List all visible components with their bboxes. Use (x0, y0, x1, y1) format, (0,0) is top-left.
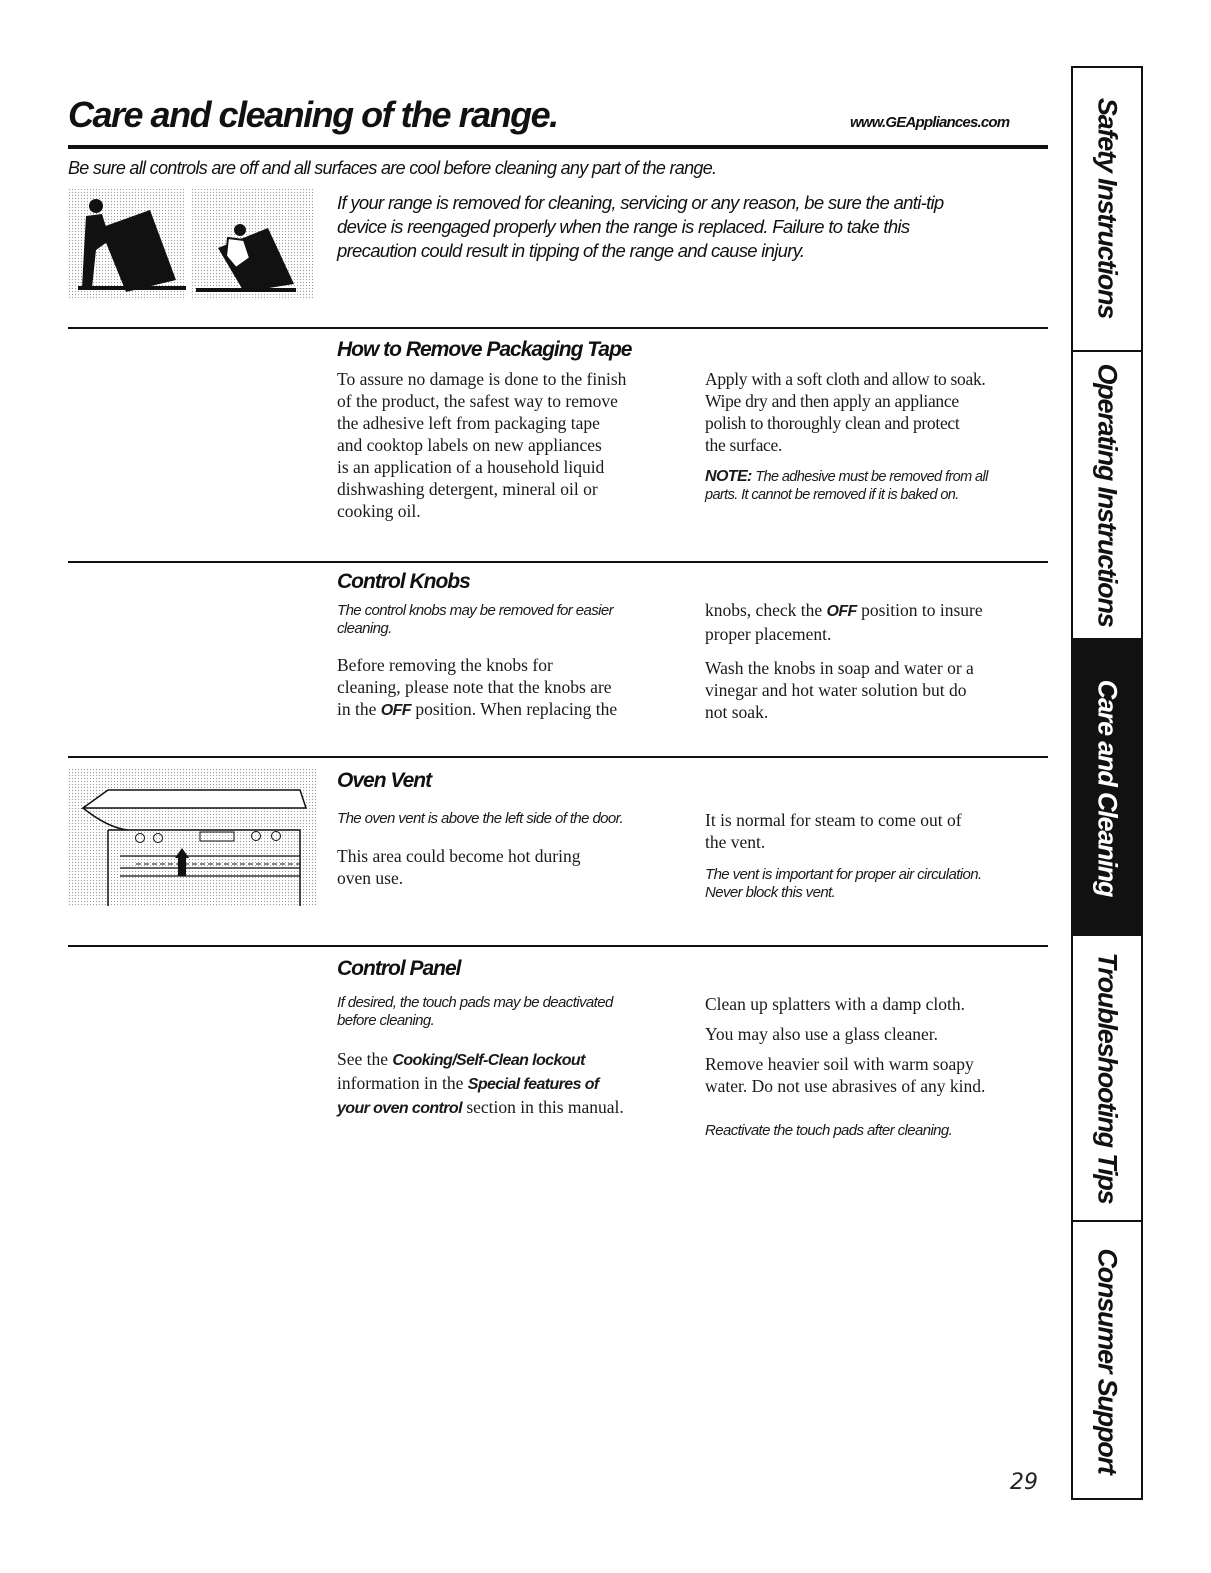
knobs-right-text (705, 599, 1050, 645)
text-line: The control knobs may be removed for easier (337, 602, 614, 619)
text-fragment: information in the (337, 1073, 468, 1093)
anti-tip-illustration (68, 188, 313, 303)
panel-italic (337, 994, 687, 1030)
page-title: Care and cleaning of the range. (68, 94, 558, 135)
knobs-heading: Control Knobs (337, 570, 470, 593)
tab-care-and-cleaning[interactable] (1071, 640, 1143, 936)
text-line: Before removing the knobs for (337, 655, 553, 675)
text-line: Clean up splatters with a damp cloth. (705, 994, 966, 1014)
text-fragment: position. When replacing the (410, 699, 618, 719)
text-line: It is normal for steam to come out of (705, 810, 962, 830)
panel-right-italic: Reactivate the touch pads after cleaning. (705, 1122, 953, 1139)
text-line: dishwashing detergent, mineral oil or (337, 479, 598, 499)
text-line: To assure no damage is done to the finish (337, 369, 627, 389)
tab-safety-instructions[interactable] (1071, 66, 1143, 352)
text-fragment: section in this manual. (461, 1097, 624, 1117)
panel-left-text (337, 1048, 697, 1120)
intro-text: Be sure all controls are off and all surfaces are cool before cleaning any part of the range. (68, 158, 717, 178)
tab-label: Safety Instructions (1092, 97, 1123, 319)
vent-right-text (705, 809, 1050, 853)
text-line (337, 1048, 697, 1072)
text-line: Wipe dry and then apply an appliance (705, 391, 959, 411)
tab-consumer-support[interactable] (1071, 1222, 1143, 1500)
panel-right-text (705, 993, 1050, 1097)
text-line: and cooktop labels on new appliances (337, 435, 602, 455)
panel-heading: Control Panel (337, 957, 461, 980)
section-rule-tape (68, 327, 1048, 329)
text-line: the surface. (705, 435, 783, 455)
text-line: the adhesive left from packaging tape (337, 413, 600, 433)
tape-note (705, 468, 1050, 504)
tab-label: Care and Cleaning (1092, 679, 1123, 897)
text-fragment: position to insure (856, 600, 983, 620)
knobs-italic (337, 602, 687, 638)
text-fragment: knobs, check the (705, 600, 827, 620)
off-label: OFF (380, 702, 411, 719)
oven-vent-illustration (68, 768, 318, 908)
text-line: vinegar and hot water solution but do (705, 680, 967, 700)
tape-left-text (337, 368, 687, 522)
page-number: 29 (1010, 1470, 1038, 1495)
text-line: proper placement. (705, 624, 832, 644)
text-line: cleaning. (337, 620, 392, 637)
special-features-reference: Special features of (467, 1076, 599, 1093)
text-line: Apply with a soft cloth and allow to soak. (705, 369, 986, 389)
text-line: before cleaning. (337, 1012, 435, 1029)
text-line: of the product, the safest way to remove (337, 391, 618, 411)
text-line: If desired, the touch pads may be deactivated (337, 994, 613, 1011)
text-line: The vent is important for proper air circulation. (705, 866, 982, 883)
text-line: the vent. (705, 832, 766, 852)
vent-left-text (337, 845, 687, 889)
warning-line-1: If your range is removed for cleaning, servicing or any reason, be sure the anti-tip (337, 192, 944, 213)
section-rule-panel (68, 945, 1048, 947)
text-line: Wash the knobs in soap and water or a (705, 658, 974, 678)
text-line: You may also use a glass cleaner. (705, 1024, 938, 1044)
text-fragment: See the (337, 1049, 393, 1069)
text-line: Never block this vent. (705, 884, 836, 901)
vent-italic: The oven vent is above the left side of the door. (337, 810, 624, 827)
text-line: This area could become hot during (337, 846, 581, 866)
text-line: polish to thoroughly clean and protect (705, 413, 960, 433)
note-text-1: The adhesive must be removed from all (755, 469, 988, 485)
knobs-left-text (337, 654, 687, 722)
text-fragment: in the (337, 699, 381, 719)
text-line (705, 599, 1050, 623)
note-text-2: parts. It cannot be removed if it is baked on. (705, 487, 959, 503)
tape-heading: How to Remove Packaging Tape (337, 338, 632, 361)
warning-line-2: device is reengaged properly when the range is replaced. Failure to take this (337, 216, 910, 237)
text-line: cleaning, please note that the knobs are (337, 677, 612, 697)
section-rule-knobs (68, 561, 1048, 563)
text-line: not soak. (705, 702, 769, 722)
header-rule (68, 145, 1048, 149)
oven-control-reference: your oven control (337, 1100, 462, 1117)
vent-heading: Oven Vent (337, 769, 432, 792)
text-line: cooking oil. (337, 501, 421, 521)
vent-right-italic (705, 866, 1050, 902)
tab-operating-instructions[interactable] (1071, 352, 1143, 640)
tape-right-text (705, 368, 1050, 456)
off-label: OFF (826, 603, 857, 620)
knobs-right-text-2 (705, 657, 1050, 723)
text-line (337, 698, 687, 722)
text-line: Remove heavier soil with warm soapy (705, 1054, 974, 1074)
tab-label: Troubleshooting Tips (1092, 952, 1123, 1204)
text-line: water. Do not use abrasives of any kind. (705, 1076, 986, 1096)
text-line (337, 1072, 697, 1096)
tab-label: Consumer Support (1092, 1248, 1123, 1474)
text-line: oven use. (337, 868, 404, 888)
tab-troubleshooting-tips[interactable] (1071, 936, 1143, 1222)
text-line (337, 1096, 697, 1120)
note-label: NOTE: (705, 468, 752, 485)
lockout-reference: Cooking/Self-Clean lockout (392, 1052, 585, 1069)
warning-line-3: precaution could result in tipping of the range and cause injury. (337, 240, 805, 261)
tab-label: Operating Instructions (1092, 363, 1123, 627)
website-link[interactable]: www.GEAppliances.com (850, 114, 1010, 131)
section-rule-vent (68, 756, 1048, 758)
text-line: is an application of a household liquid (337, 457, 605, 477)
